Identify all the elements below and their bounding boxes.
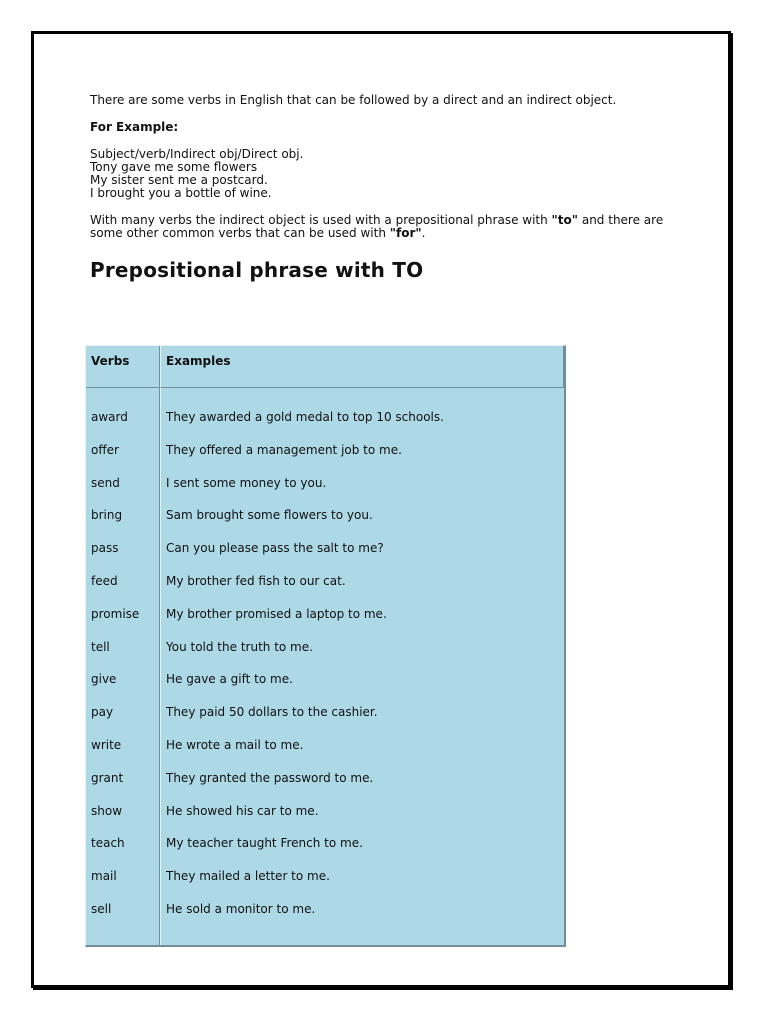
note-to-word: "to" [551, 213, 579, 227]
table-row [86, 697, 564, 730]
verb-cell: tell [86, 632, 160, 665]
example-cell: He sold a monitor to me. [160, 894, 564, 927]
example-line: My sister sent me a postcard. [90, 173, 268, 187]
example-cell: He wrote a mail to me. [160, 730, 564, 763]
example-cell: He gave a gift to me. [160, 664, 564, 697]
table-row [86, 599, 564, 632]
verb-cell: bring [86, 500, 160, 533]
verb-cell: sell [86, 894, 160, 927]
example-cell: They awarded a gold medal to top 10 schools. [160, 402, 564, 435]
table-header-row [86, 346, 564, 388]
table-row [86, 861, 564, 894]
table-row [86, 468, 564, 501]
example-lines [90, 148, 690, 200]
verb-cell: pay [86, 697, 160, 730]
table-row [86, 828, 564, 861]
note-text: and there are some other common verbs that can be used with [90, 213, 664, 240]
example-cell: They mailed a letter to me. [160, 861, 564, 894]
table-row [86, 533, 564, 566]
column-header-examples: Examples [160, 346, 564, 388]
section-heading: Prepositional phrase with TO [90, 258, 424, 282]
example-cell: Can you please pass the salt to me? [160, 533, 564, 566]
table-row [86, 435, 564, 468]
verb-cell: send [86, 468, 160, 501]
note-for-word: "for" [389, 226, 422, 240]
note-paragraph [90, 214, 690, 240]
table-row [86, 632, 564, 665]
document-body [90, 94, 690, 282]
verb-cell: give [86, 664, 160, 697]
verb-cell: promise [86, 599, 160, 632]
example-cell: My brother fed fish to our cat. [160, 566, 564, 599]
example-cell: They granted the password to me. [160, 763, 564, 796]
example-cell: My teacher taught French to me. [160, 828, 564, 861]
verb-cell: teach [86, 828, 160, 861]
example-cell: You told the truth to me. [160, 632, 564, 665]
table-row [86, 894, 564, 927]
verbs-table [85, 345, 566, 947]
note-text: With many verbs the indirect object is used with a prepositional phrase with [90, 213, 552, 227]
verb-cell: pass [86, 533, 160, 566]
column-header-verbs: Verbs [86, 346, 160, 388]
example-line: I brought you a bottle of wine. [90, 186, 272, 200]
table-row [86, 763, 564, 796]
table-spacer [86, 927, 564, 945]
example-line: Subject/verb/Indirect obj/Direct obj. [90, 147, 304, 161]
example-line: Tony gave me some flowers [90, 160, 258, 174]
verb-cell: mail [86, 861, 160, 894]
verb-cell: feed [86, 566, 160, 599]
intro-paragraph: There are some verbs in English that can be followed by a direct and an indirect object. [90, 93, 617, 107]
verb-cell: show [86, 796, 160, 829]
table-row [86, 664, 564, 697]
table-row [86, 402, 564, 435]
table-row [86, 796, 564, 829]
example-cell: They paid 50 dollars to the cashier. [160, 697, 564, 730]
table-spacer [86, 388, 564, 402]
table-row [86, 500, 564, 533]
example-label: For Example: [90, 120, 179, 134]
verb-cell: offer [86, 435, 160, 468]
note-text: . [421, 226, 426, 240]
verb-cell: award [86, 402, 160, 435]
example-cell: They offered a management job to me. [160, 435, 564, 468]
verb-cell: grant [86, 763, 160, 796]
example-cell: My brother promised a laptop to me. [160, 599, 564, 632]
table-row [86, 730, 564, 763]
example-cell: Sam brought some flowers to you. [160, 500, 564, 533]
verb-cell: write [86, 730, 160, 763]
example-cell: He showed his car to me. [160, 796, 564, 829]
table-row [86, 566, 564, 599]
example-cell: I sent some money to you. [160, 468, 564, 501]
